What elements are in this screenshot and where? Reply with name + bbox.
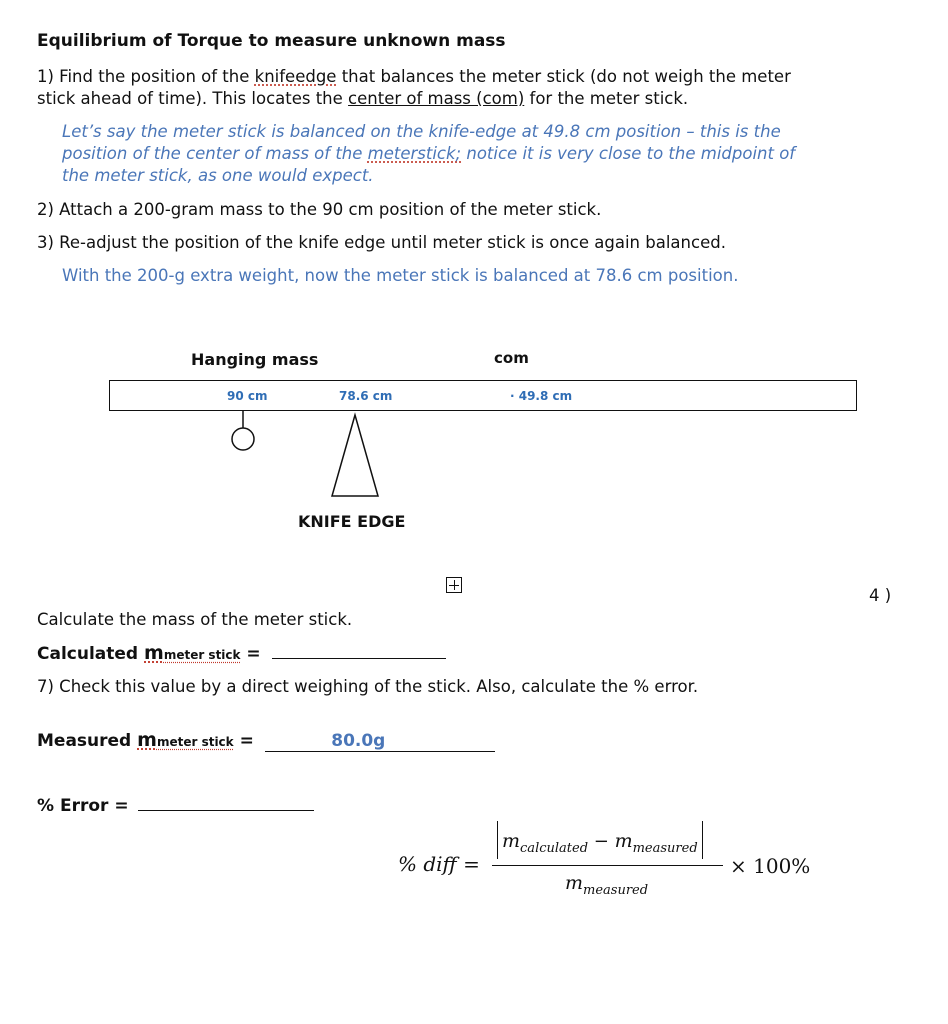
position-49-8cm: · 49.8 cm [510,389,573,403]
meter-stick [109,380,857,411]
fraction-bar [492,865,723,866]
knifeedge-word: knifeedge [254,67,337,86]
calculate-prompt: Calculate the mass of the meter stick. [37,610,353,629]
page-title: Equilibrium of Torque to measure unknown mass [37,31,506,51]
measured-line: Measured mmeter stick = 80.0g [37,729,495,752]
calculated-answer-blank[interactable] [272,642,446,659]
error-line: % Error = [37,794,314,816]
error-answer-blank[interactable] [138,794,314,811]
note-2: With the 200-g extra weight, now the meter stick is balanced at 78.6 cm position. [62,266,739,285]
position-78-6cm: 78.6 cm [339,389,393,403]
formula-times: × 100% [730,854,811,878]
calculated-line: Calculated mmeter stick = [37,642,446,664]
com-label: com [494,349,529,367]
step-1-line-1: 1) Find the position of the knifeedge that balances the meter stick (do not weigh the meter [37,67,791,86]
formula-lhs: % diff = [398,852,480,876]
knife-edge-label: KNIFE EDGE [298,512,406,531]
step-2: 2) Attach a 200-gram mass to the 90 cm position of the meter stick. [37,200,602,219]
calculated-m: m [144,642,164,664]
hanging-mass-icon [232,410,254,450]
measured-value[interactable]: 80.0g [265,731,495,752]
diagram-shapes [220,410,410,500]
position-90cm: 90 cm [227,389,268,403]
step-1-line-2: stick ahead of time). This locates the center of mass (com) for the meter stick. [37,89,689,108]
calculated-subscript: meter stick [163,648,241,662]
center-of-mass-link[interactable]: center of mass (com) [348,89,525,108]
note-1-line-1: Let’s say the meter stick is balanced on the knife-edge at 49.8 cm position – this is the [62,122,781,141]
meterstick-word: meterstick; [367,144,462,163]
step-7: 7) Check this value by a direct weighing of the stick. Also, calculate the % error. [37,677,699,696]
formula-numerator: $m_{calculated} - m_{measured}$ [497,821,703,859]
formula-denominator: $m_{measured}$ [565,872,649,898]
measured-m: m [137,729,157,751]
step-3: 3) Re-adjust the position of the knife edge until meter stick is once again balanced. [37,233,726,252]
knife-edge-icon [332,415,378,496]
hanging-mass-label: Hanging mass [191,350,319,369]
note-1-line-2: position of the center of mass of the meterstick; notice it is very close to the midpoint of [62,144,796,163]
note-1-line-3: the meter stick, as one would expect. [62,166,374,185]
page-marker: 4 ) [869,586,892,605]
move-handle-icon[interactable] [446,577,462,593]
measured-subscript: meter stick [156,735,234,749]
